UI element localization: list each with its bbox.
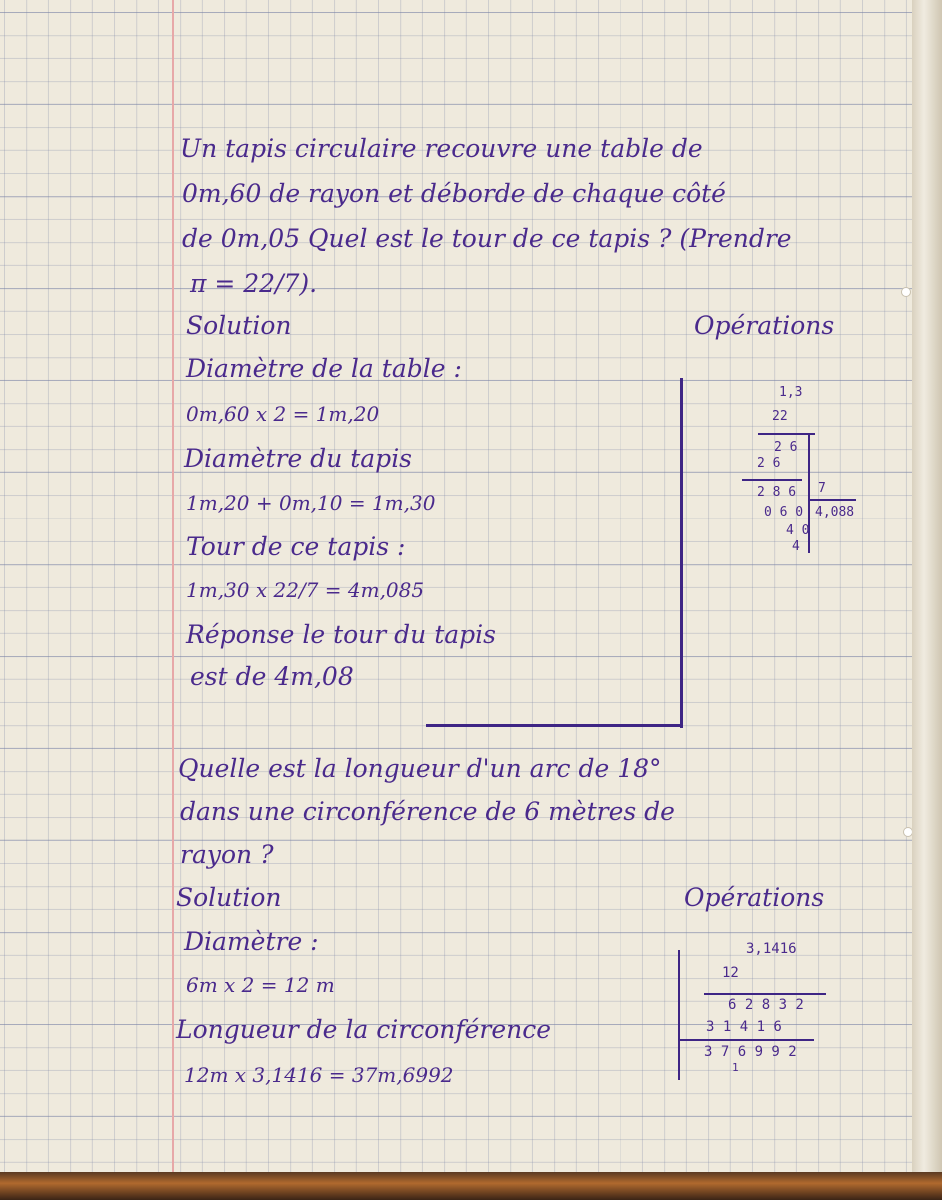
problem1-solution-line-1: Diamètre de la table :	[186, 354, 462, 383]
op2-partial-2: 3 1 4 1 6	[706, 1019, 782, 1035]
problem1-line-3: de 0m,05 Quel est le tour de ce tapis ? (Prendre	[182, 224, 792, 253]
problem2-line-3: rayon ?	[180, 840, 274, 869]
problem1-line-2: 0m,60 de rayon et déborde de chaque côté	[182, 179, 726, 208]
op2-frame-vertical	[678, 950, 680, 1080]
problem2-solution-line-3: Longueur de la circonférence	[176, 1015, 552, 1044]
problem2-solution-line-2: 6m x 2 = 12 m	[186, 973, 335, 997]
page-right-edge	[912, 0, 942, 1200]
op2-sum-line	[680, 1039, 814, 1041]
op1-multiplicand: 1,3	[779, 385, 803, 400]
problem1-solution-line-7: Réponse le tour du tapis	[186, 620, 497, 649]
op1-product: 2 8 6	[757, 485, 797, 500]
problem1-solution-line-5: Tour de ce tapis :	[186, 532, 406, 561]
red-margin-line	[172, 0, 174, 1172]
problem2-operations-heading: Opérations	[684, 883, 825, 912]
problem2-solution-heading: Solution	[176, 883, 282, 912]
problem1-solution-line-8: est de 4m,08	[190, 662, 354, 691]
op1-mult-line	[758, 433, 815, 435]
problem2-solution-line-4: 12m x 3,1416 = 37m,6992	[184, 1063, 454, 1087]
op1-divisor-line	[810, 499, 856, 501]
op1-divisor: 7	[818, 481, 826, 496]
op1-remainder-1: 0 6 0	[764, 505, 804, 520]
problem1-line-4: π = 22/7).	[190, 269, 318, 298]
op2-multiplicand: 3,1416	[746, 941, 797, 957]
op1-multiplier: 22	[772, 409, 788, 424]
page-bottom-edge	[0, 1172, 942, 1200]
op2-multiplier: 12	[722, 965, 739, 981]
problem1-line-1: Un tapis circulaire recouvre une table de	[180, 134, 703, 163]
op1-remainder-2: 4 0	[786, 523, 810, 538]
op1-remainder-3: 4	[792, 539, 800, 554]
problem2-solution-line-1: Diamètre :	[184, 927, 319, 956]
problem2-line-1: Quelle est la longueur d'un arc de 18°	[178, 754, 662, 783]
problem1-solution-line-3: Diamètre du tapis	[184, 444, 413, 473]
problem1-solution-heading: Solution	[186, 311, 292, 340]
punch-hole-bottom	[904, 828, 912, 836]
problem1-solution-line-2: 0m,60 x 2 = 1m,20	[186, 402, 380, 426]
problem1-frame-vertical	[680, 378, 683, 728]
problem1-frame-horizontal	[426, 724, 683, 727]
op1-quotient: 4,088	[815, 505, 855, 520]
op2-carry: 1	[732, 1061, 739, 1074]
punch-hole-top	[902, 288, 910, 296]
problem1-solution-line-4: 1m,20 + 0m,10 = 1m,30	[186, 491, 436, 515]
op1-sum-line	[742, 479, 802, 481]
op2-mult-line	[704, 993, 826, 995]
problem1-operations-heading: Opérations	[694, 311, 835, 340]
op1-partial-2: 2 6	[757, 456, 781, 471]
op2-product: 3 7 6 9 9 2	[704, 1044, 797, 1060]
op1-partial-1: 2 6	[774, 440, 798, 455]
problem2-line-2: dans une circonférence de 6 mètres de	[180, 797, 675, 826]
problem1-solution-line-6: 1m,30 x 22/7 = 4m,085	[186, 578, 425, 602]
op2-partial-1: 6 2 8 3 2	[728, 997, 804, 1013]
